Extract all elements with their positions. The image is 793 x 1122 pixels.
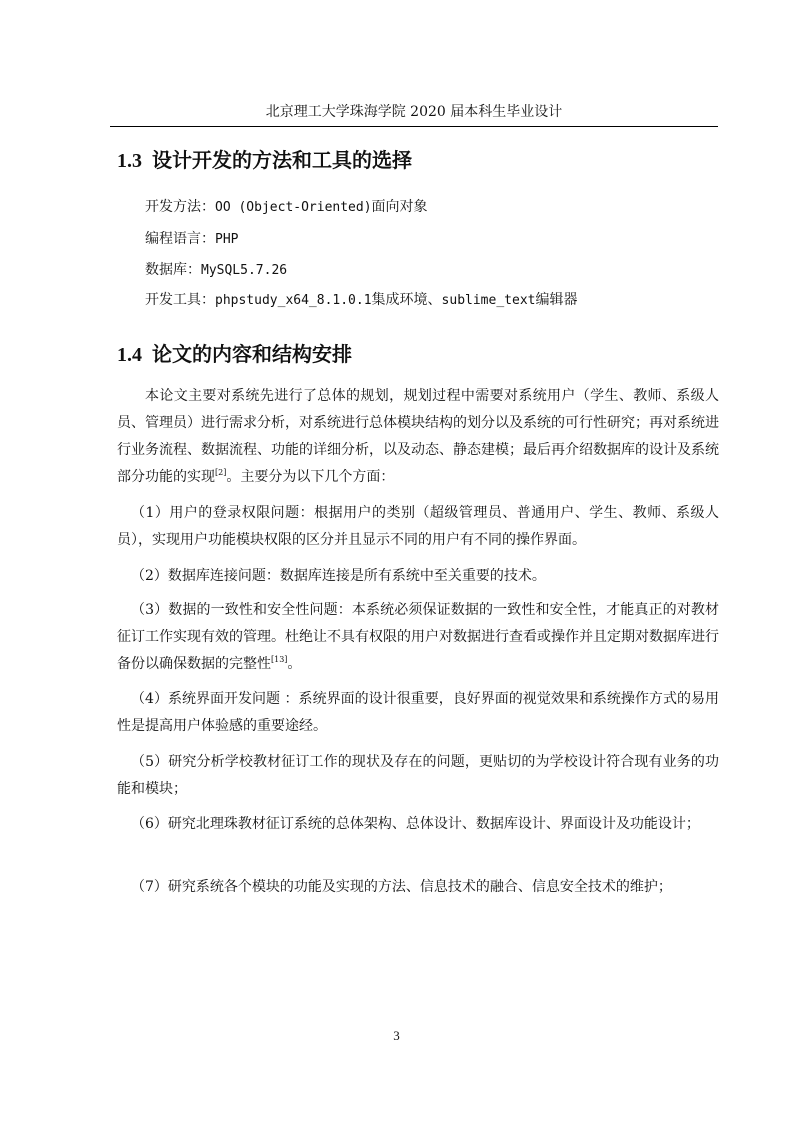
point-text: （1）用户的登录权限问题：根据用户的类别（超级管理员、普通用户、学生、教师、系级人员），实现用户功能模块权限的区分并且显示不同的用户有不同的操作界面。 (117, 505, 719, 548)
point-6 (117, 811, 719, 838)
point-text: （7）研究系统各个模块的功能及实现的方法、信息技术的融合、信息安全技术的维护； (131, 879, 672, 895)
point-tail: 。 (287, 656, 302, 672)
intro-paragraph (117, 383, 719, 491)
point-text: （6）研究北理珠教材征订系统的总体架构、总体设计、数据库设计、界面设计及功能设计； (131, 816, 700, 832)
item-value-2: sublime_text (441, 293, 536, 308)
section-heading-1-4 (117, 340, 352, 369)
citation: [13] (271, 655, 288, 664)
item-value: phpstudy_x64_8.1.0.1 (215, 293, 372, 308)
point-2 (117, 563, 719, 590)
point-3 (117, 597, 719, 678)
section-number: 1.3 (117, 150, 142, 172)
item-suffix: 面向对象 (371, 199, 428, 215)
header-rule (110, 126, 718, 127)
point-4 (117, 686, 719, 740)
item-suffix-2: 编辑器 (535, 292, 578, 308)
item-label: 开发方法： (145, 199, 215, 215)
citation: [2] (215, 468, 227, 477)
point-text: （5）研究分析学校教材征订工作的现状及存在的问题，更贴切的为学校设计符合现有业务的功能和模块； (117, 754, 719, 797)
section-heading-1-3 (117, 146, 412, 175)
method-line (145, 197, 428, 218)
point-text: （3）数据的一致性和安全性问题：本系统必须保证数据的一致性和安全性，才能真正的对教材征订工作实现有效的管理。杜绝让不具有权限的用户对数据进行查看或操作并且定期对数据库进行备份以确保数据的完整性 (117, 602, 719, 672)
section-title: 设计开发的方法和工具的选择 (152, 148, 412, 172)
language-line (145, 229, 238, 250)
item-label: 开发工具： (145, 292, 215, 308)
point-7 (117, 874, 719, 901)
item-label: 数据库： (145, 262, 201, 278)
point-text: （4）系统界面开发问题 ：系统界面的设计很重要，良好界面的视觉效果和系统操作方式的易用性是提高用户体验感的重要途经。 (117, 691, 719, 734)
item-suffix: 集成环境、 (371, 292, 442, 308)
section-number: 1.4 (117, 344, 142, 366)
item-label: 编程语言： (145, 231, 215, 247)
item-value: OO (Object-Oriented) (215, 200, 372, 215)
intro-text: 本论文主要对系统先进行了总体的规划，规划过程中需要对系统用户（学生、教师、系级人员、管理员）进行需求分析，对系统进行总体模块结构的划分以及系统的可行性研究；再对系统进行业务流程、数据流程、功能的详细分析，以及动态、静态建模；最后再介绍数据库的设计及系统部分功能的实现 (117, 388, 719, 485)
point-text: （2）数据库连接问题：数据库连接是所有系统中至关重要的技术。 (131, 568, 546, 584)
tools-line (145, 290, 577, 311)
point-1 (117, 500, 719, 554)
database-line (145, 260, 287, 281)
item-value: MySQL5.7.26 (201, 263, 288, 278)
intro-tail: 。主要分为以下几个方面： (226, 469, 395, 485)
page-header: 北京理工大学珠海学院 2020 届本科生毕业设计 (265, 104, 563, 120)
page-number: 3 (393, 1028, 400, 1043)
point-5 (117, 749, 719, 803)
item-value: PHP (215, 232, 239, 247)
section-title: 论文的内容和结构安排 (152, 342, 352, 366)
